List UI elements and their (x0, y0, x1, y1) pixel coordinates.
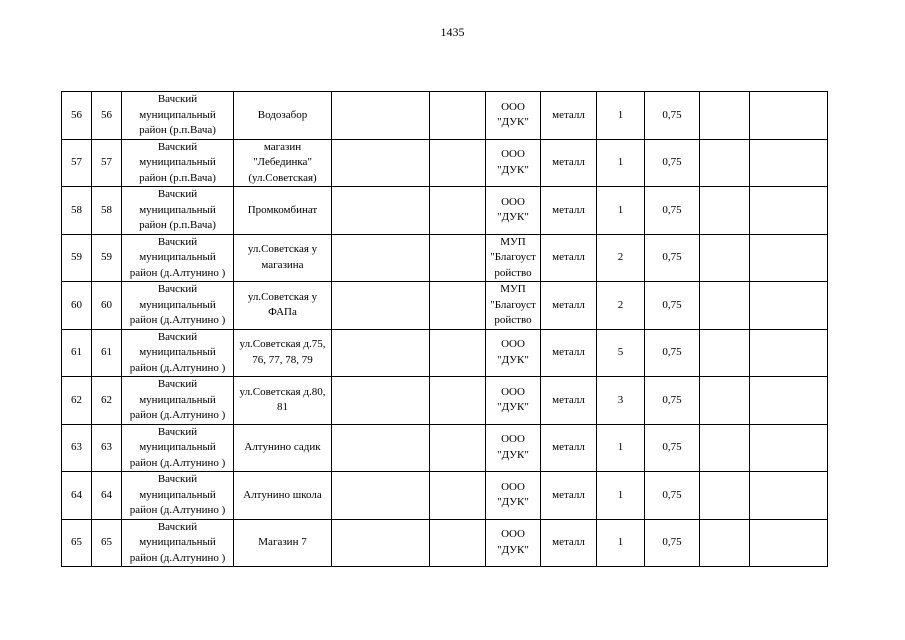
district-cell: Вачский муниципальный район (д.Алтунино ) (122, 519, 234, 567)
empty-cell (430, 329, 486, 377)
container-volume-cell: 0,75 (645, 472, 700, 520)
empty-cell (332, 282, 430, 330)
site-number-cell: 56 (92, 92, 122, 140)
container-volume-cell: 0,75 (645, 234, 700, 282)
container-count-cell: 5 (597, 329, 645, 377)
empty-cell (430, 187, 486, 235)
address-cell: ул.Советская д.75, 76, 77, 78, 79 (234, 329, 332, 377)
table-row (62, 139, 828, 187)
material-cell: металл (541, 282, 597, 330)
address-cell: Магазин 7 (234, 519, 332, 567)
empty-cell (332, 424, 430, 472)
table-row (62, 472, 828, 520)
empty-cell (430, 92, 486, 140)
owner-cell: МУП "Благоуст ройство (486, 234, 541, 282)
empty-cell (430, 424, 486, 472)
site-number-cell: 64 (92, 472, 122, 520)
empty-cell (700, 377, 750, 425)
district-cell: Вачский муниципальный район (д.Алтунино ) (122, 282, 234, 330)
district-cell: Вачский муниципальный район (р.п.Вача) (122, 187, 234, 235)
container-count-cell: 2 (597, 234, 645, 282)
empty-cell (750, 519, 828, 567)
district-cell: Вачский муниципальный район (д.Алтунино ) (122, 329, 234, 377)
row-number-cell: 60 (62, 282, 92, 330)
container-count-cell: 1 (597, 519, 645, 567)
empty-cell (750, 92, 828, 140)
row-number-cell: 56 (62, 92, 92, 140)
registry-body (62, 92, 828, 567)
container-volume-cell: 0,75 (645, 282, 700, 330)
container-volume-cell: 0,75 (645, 329, 700, 377)
material-cell: металл (541, 329, 597, 377)
empty-cell (700, 234, 750, 282)
empty-cell (700, 472, 750, 520)
district-cell: Вачский муниципальный район (р.п.Вача) (122, 92, 234, 140)
empty-cell (700, 92, 750, 140)
container-count-cell: 1 (597, 187, 645, 235)
empty-cell (750, 234, 828, 282)
row-number-cell: 59 (62, 234, 92, 282)
material-cell: металл (541, 472, 597, 520)
container-count-cell: 1 (597, 139, 645, 187)
address-cell: магазин "Лебединка" (ул.Советская) (234, 139, 332, 187)
material-cell: металл (541, 234, 597, 282)
empty-cell (332, 92, 430, 140)
container-volume-cell: 0,75 (645, 92, 700, 140)
address-cell: ул.Советская у магазина (234, 234, 332, 282)
empty-cell (332, 377, 430, 425)
empty-cell (700, 139, 750, 187)
site-number-cell: 58 (92, 187, 122, 235)
owner-cell: ООО "ДУК" (486, 472, 541, 520)
empty-cell (750, 139, 828, 187)
district-cell: Вачский муниципальный район (д.Алтунино ) (122, 472, 234, 520)
table-row (62, 329, 828, 377)
empty-cell (430, 377, 486, 425)
table-row (62, 234, 828, 282)
empty-cell (332, 472, 430, 520)
row-number-cell: 63 (62, 424, 92, 472)
row-number-cell: 65 (62, 519, 92, 567)
page-number: 1435 (440, 25, 465, 39)
empty-cell (700, 519, 750, 567)
empty-cell (430, 472, 486, 520)
row-number-cell: 57 (62, 139, 92, 187)
empty-cell (700, 424, 750, 472)
owner-cell: ООО "ДУК" (486, 92, 541, 140)
address-cell: ул.Советская у ФАПа (234, 282, 332, 330)
address-cell: ул.Советская д.80, 81 (234, 377, 332, 425)
address-cell: Алтунино школа (234, 472, 332, 520)
district-cell: Вачский муниципальный район (д.Алтунино ) (122, 377, 234, 425)
owner-cell: ООО "ДУК" (486, 519, 541, 567)
address-cell: Водозабор (234, 92, 332, 140)
address-cell: Алтунино садик (234, 424, 332, 472)
owner-cell: ООО "ДУК" (486, 139, 541, 187)
table-row (62, 519, 828, 567)
container-volume-cell: 0,75 (645, 519, 700, 567)
empty-cell (430, 234, 486, 282)
owner-cell: ООО "ДУК" (486, 329, 541, 377)
address-cell: Промкомбинат (234, 187, 332, 235)
empty-cell (750, 282, 828, 330)
material-cell: металл (541, 92, 597, 140)
site-number-cell: 60 (92, 282, 122, 330)
container-count-cell: 1 (597, 92, 645, 140)
empty-cell (700, 282, 750, 330)
container-volume-cell: 0,75 (645, 187, 700, 235)
table-row (62, 92, 828, 140)
empty-cell (332, 519, 430, 567)
empty-cell (332, 187, 430, 235)
row-number-cell: 62 (62, 377, 92, 425)
table-row (62, 282, 828, 330)
empty-cell (750, 424, 828, 472)
empty-cell (332, 329, 430, 377)
empty-cell (750, 187, 828, 235)
site-number-cell: 63 (92, 424, 122, 472)
material-cell: металл (541, 519, 597, 567)
site-number-cell: 61 (92, 329, 122, 377)
site-number-cell: 59 (92, 234, 122, 282)
table-row (62, 187, 828, 235)
container-count-cell: 1 (597, 424, 645, 472)
site-number-cell: 62 (92, 377, 122, 425)
table-row (62, 424, 828, 472)
owner-cell: МУП "Благоуст ройство (486, 282, 541, 330)
empty-cell (430, 519, 486, 567)
registry-table (61, 91, 828, 567)
row-number-cell: 58 (62, 187, 92, 235)
container-volume-cell: 0,75 (645, 377, 700, 425)
district-cell: Вачский муниципальный район (д.Алтунино ) (122, 424, 234, 472)
material-cell: металл (541, 187, 597, 235)
owner-cell: ООО "ДУК" (486, 377, 541, 425)
empty-cell (750, 329, 828, 377)
container-volume-cell: 0,75 (645, 139, 700, 187)
empty-cell (750, 472, 828, 520)
district-cell: Вачский муниципальный район (д.Алтунино ) (122, 234, 234, 282)
empty-cell (332, 234, 430, 282)
empty-cell (750, 377, 828, 425)
material-cell: металл (541, 377, 597, 425)
material-cell: металл (541, 424, 597, 472)
empty-cell (700, 329, 750, 377)
empty-cell (332, 139, 430, 187)
empty-cell (430, 282, 486, 330)
row-number-cell: 61 (62, 329, 92, 377)
owner-cell: ООО "ДУК" (486, 187, 541, 235)
owner-cell: ООО "ДУК" (486, 424, 541, 472)
empty-cell (430, 139, 486, 187)
container-volume-cell: 0,75 (645, 424, 700, 472)
district-cell: Вачский муниципальный район (р.п.Вача) (122, 139, 234, 187)
container-count-cell: 2 (597, 282, 645, 330)
row-number-cell: 64 (62, 472, 92, 520)
container-count-cell: 3 (597, 377, 645, 425)
container-count-cell: 1 (597, 472, 645, 520)
site-number-cell: 65 (92, 519, 122, 567)
empty-cell (700, 187, 750, 235)
table-row (62, 377, 828, 425)
site-number-cell: 57 (92, 139, 122, 187)
material-cell: металл (541, 139, 597, 187)
